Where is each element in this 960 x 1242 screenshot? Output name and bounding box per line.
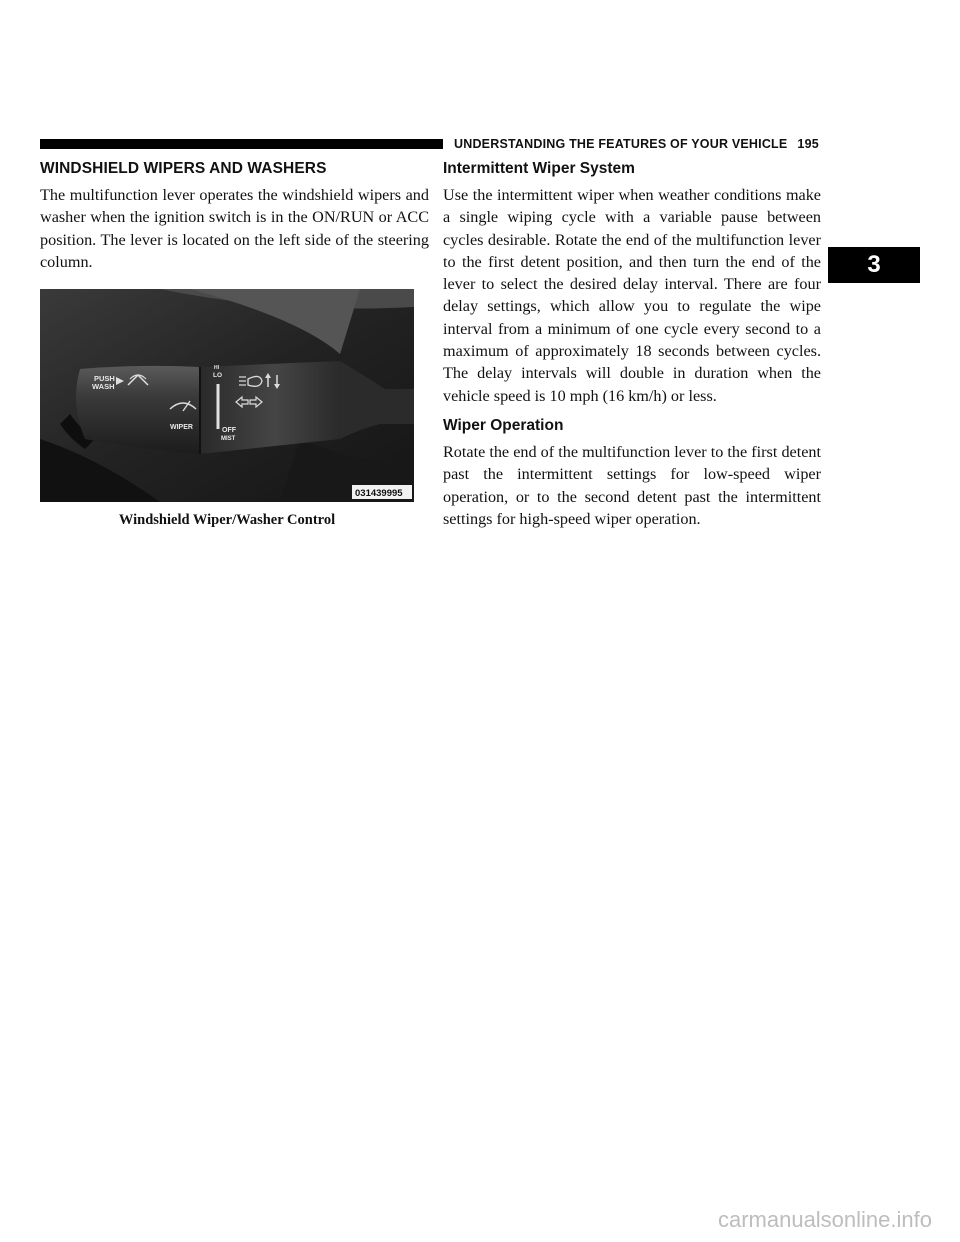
off-label: OFF xyxy=(222,427,236,435)
subsection-paragraph: Rotate the end of the multifunction lever to the first detent past the intermittent settings for low-speed wiper operation, or to the second detent past the intermittent settings for high-speed wiper operation. xyxy=(443,442,821,528)
running-header xyxy=(454,137,854,151)
watermark: carmanualsonline.info xyxy=(717,1207,932,1232)
header-title: UNDERSTANDING THE FEATURES OF YOUR VEHICLE xyxy=(454,137,788,151)
chapter-tab: 3 xyxy=(828,247,920,283)
wiper-lever-illustration xyxy=(40,289,414,502)
right-column xyxy=(443,160,821,530)
page-number: 195 xyxy=(797,137,819,151)
section-paragraph: The multifunction lever operates the windshield wipers and washer when the ignition switch is in the ON/RUN or ACC position. The lever is located on the left side of the steering column. xyxy=(40,186,429,271)
left-column xyxy=(40,160,429,529)
wiper-control-figure xyxy=(40,289,414,502)
hi-label: HI xyxy=(214,365,219,372)
lo-label: LO xyxy=(213,372,223,380)
subsection-heading: Intermittent Wiper System xyxy=(443,160,635,177)
subsection-paragraph: Use the intermittent wiper when weather conditions make a single wiping cycle with a variable pause between cycles desirable. Rotate the end of the multifunction lever to the first detent position, and then turn the end of the lever to select the desired delay interval. There are four delay settings, which allow you to regulate the wipe interval from a minimum of one cycle every second to a maximum of approximately 18 seconds between cycles. The delay intervals will double in duration when the vehicle speed is 10 mph (16 km/h) or less. xyxy=(443,186,821,405)
wiper-label: WIPER xyxy=(170,424,193,432)
section-heading: WINDSHIELD WIPERS AND WASHERS xyxy=(40,160,327,177)
subsection-heading: Wiper Operation xyxy=(443,416,564,434)
mist-label: MIST xyxy=(221,436,236,443)
figure-id-label: 031439995 xyxy=(355,488,403,500)
push-label: PUSH xyxy=(94,374,115,384)
header-rule xyxy=(40,139,443,149)
wash-label: WASH xyxy=(92,382,115,392)
figure-caption: Windshield Wiper/Washer Control xyxy=(118,512,336,529)
